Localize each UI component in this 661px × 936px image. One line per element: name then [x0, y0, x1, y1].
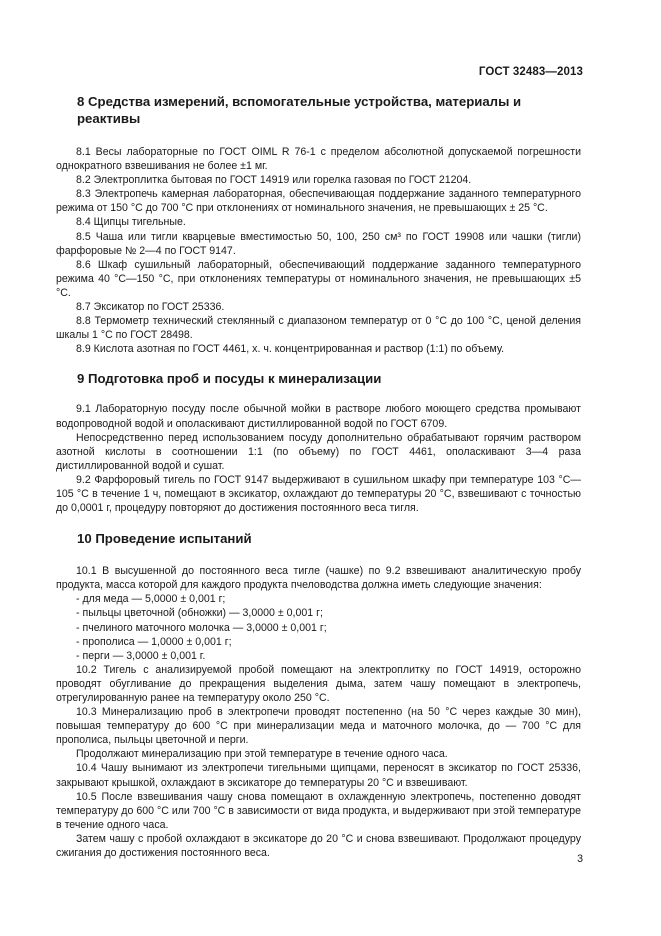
list-item-royal-jelly: - пчелиного маточного молочка — 3,0000 ± 0,001 г; — [76, 621, 327, 634]
page-content — [56, 93, 581, 860]
paragraph-8-5: 8.5 Чаша или тигли кварцевые вместимостью 50, 100, 250 см³ по ГОСТ 19908 или чашки (тигли) фарфоровые № 2—4 по ГОСТ 9147. — [56, 230, 581, 257]
page-number: 3 — [577, 853, 583, 865]
paragraph-10-5: 10.5 После взвешивания чашу снова помещают в охлажденную электропечь, постепенно доводят температуру до 600 °С или 700 °С в зависимости от вида продукта, и выдерживают при этой температуре в течение одного часа. — [56, 790, 581, 831]
paragraph-8-6: 8.6 Шкаф сушильный лабораторный, обеспечивающий поддержание заданного температурного режима 40 °С—150 °С, при отклонениях температуры от номинального значения, не превышающих ±5 °С. — [56, 258, 581, 299]
section-9-title: 9 Подготовка проб и посуды к минерализации — [77, 371, 382, 387]
paragraph-8-8: 8.8 Термометр технический стеклянный с диапазоном температур от 0 °С до 100 °С, ценой деления шкалы 1 °С по ГОСТ 28498. — [56, 315, 581, 342]
paragraph-10-3-cont: Продолжают минерализацию при этой температуре в течение одного часа. — [76, 748, 448, 761]
list-item-perga: - перги — 3,0000 ± 0,001 г. — [76, 649, 206, 662]
paragraph-10-5-cont: Затем чашу с пробой охлаждают в эксикаторе до 20 °С и снова взвешивают. Продолжают процедуру сжигания до достижения постоянного веса. — [56, 832, 581, 860]
paragraph-9-2: 9.2 Фарфоровый тигель по ГОСТ 9147 выдерживают в сушильном шкафу при температуре 103 °С—105 °С в течение 1 ч, помещают в эксикатор, охлаждают до температуры 20 °С, взвешивают с точностью до 0,0001 г, процедуру повторяют до достижения постоянного веса тигля. — [56, 473, 581, 515]
paragraph-9-1-cont: Непосредственно перед использованием посуду дополнительно обрабатывают горячим раствором азотной кислоты в соотношении 1:1 (по объему) по ГОСТ 4461, ополаскивают 3—4 раза дистиллированной водой и сушат. — [56, 431, 581, 472]
paragraph-10-3: 10.3 Минерализацию проб в электропечи проводят постепенно (на 50 °С через каждые 30 мин), повышая температуру до 600 °С при минерализации меда и маточного молочка, до — 700 °С для прополиса, пыльцы цветочной и перги. — [56, 706, 581, 747]
paragraph-8-4: 8.4 Щипцы тигельные. — [76, 216, 186, 229]
section-10-title: 10 Проведение испытаний — [77, 531, 252, 547]
paragraph-9-1: 9.1 Лабораторную посуду после обычной мойки в растворе любого моющего средства промывают водопроводной водой и ополаскивают дистиллированной водой по ГОСТ 6709. — [56, 403, 581, 430]
paragraph-8-2: 8.2 Электроплитка бытовая по ГОСТ 14919 или горелка газовая по ГОСТ 21204. — [76, 174, 472, 187]
paragraph-10-2: 10.2 Тигель с анализируемой пробой помещают на электроплитку по ГОСТ 14919, осторожно проводят обугливание до прекращения выделения дыма, затем чашу помещают в электропечь, отрегулированную ранее на температуру около 250 °С. — [56, 663, 581, 704]
standard-header: ГОСТ 32483—2013 — [478, 66, 583, 78]
paragraph-10-1: 10.1 В высушенной до постоянного веса тигле (чашке) по 9.2 взвешивают аналитическую пробу продукта, масса которой для каждого продукта пчеловодства должна иметь следующие значения: — [56, 565, 581, 592]
paragraph-8-7: 8.7 Эксикатор по ГОСТ 25336. — [76, 301, 225, 314]
paragraph-8-3: 8.3 Электропечь камерная лабораторная, обеспечивающая поддержание заданного температурного режима от 150 °С до 700 °С при отклонениях от номинального значения, не превышающих ± 25 °С. — [56, 188, 581, 215]
paragraph-8-1: 8.1 Весы лабораторные по ГОСТ OIML R 76-1 с пределом абсолютной допускаемой погрешности однократного взвешивания не более ±1 мг. — [56, 146, 581, 173]
list-item-pollen: - пыльцы цветочной (обножки) — 3,0000 ± 0,001 г; — [76, 607, 323, 620]
list-item-propolis: - прополиса — 1,0000 ± 0,001 г; — [76, 635, 232, 648]
paragraph-10-4: 10.4 Чашу вынимают из электропечи тигельными щипцами, переносят в эксикатор по ГОСТ 25336, закрывают крышкой, охлаждают в эксикаторе до температуры 20 °С и взвешивают. — [56, 762, 581, 789]
paragraph-8-9: 8.9 Кислота азотная по ГОСТ 4461, х. ч. концентрированная и раствор (1:1) по объему. — [76, 343, 505, 356]
list-item-honey: - для меда — 5,0000 ± 0,001 г; — [76, 593, 226, 606]
section-8-title: 8 Средства измерений, вспомогательные устройства, материалы и реактивы — [77, 94, 522, 126]
